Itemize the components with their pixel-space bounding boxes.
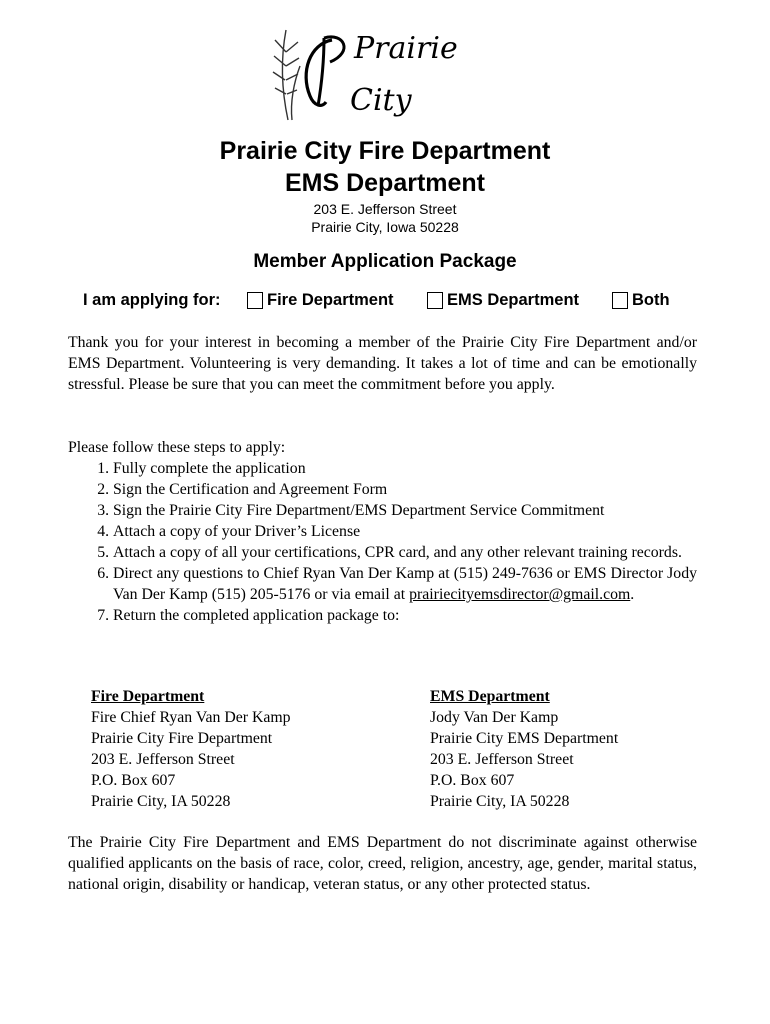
- fire-department-checkbox[interactable]: [247, 292, 263, 309]
- address-line: Prairie City, IA 50228: [91, 793, 231, 810]
- list-item: [113, 563, 697, 605]
- address-line: Prairie City EMS Department: [430, 730, 619, 747]
- svg-text:Prairie: Prairie: [354, 31, 458, 66]
- fire-department-address: [91, 686, 291, 812]
- ems-department-option-label: EMS Department: [447, 291, 580, 309]
- header-address-street: 203 E. Jefferson Street: [313, 201, 457, 217]
- list-item: 4. Attach a copy of your Driver’s License: [113, 521, 697, 542]
- list-item: 5. Attach a copy of all your certifications, CPR card, and any other relevant training records.: [113, 542, 697, 563]
- prairie-city-logo: [270, 22, 460, 126]
- package-title: Member Application Package: [253, 251, 517, 272]
- list-item: 2. Sign the Certification and Agreement Form: [113, 479, 697, 500]
- address-line: 203 E. Jefferson Street: [430, 751, 574, 768]
- steps-list: [68, 458, 697, 626]
- address-line: P.O. Box 607: [430, 772, 515, 789]
- address-line: Prairie City Fire Department: [91, 730, 273, 747]
- non-discrimination-statement: The Prairie City Fire Department and EMS Department do not discriminate against otherwise qualified applicants on the basis of race, color, creed, religion, ancestry, age, gender, marital status, national origin, disability or handicap, veteran status, or any other protected status.: [68, 834, 697, 893]
- list-item: 7. Return the completed application package to:: [113, 605, 697, 626]
- page-subtitle: EMS Department: [284, 169, 486, 197]
- list-item: 1. Fully complete the application: [113, 458, 697, 479]
- ems-department-address: [430, 686, 618, 812]
- option-ems-department[interactable]: [427, 289, 579, 311]
- fire-address-heading: Fire Department: [91, 688, 205, 705]
- intro-paragraph: Thank you for your interest in becoming a member of the Prairie City Fire Department and/or EMS Department. Volunteering is very demanding. It takes a lot of time and can be emotionally stressful. Please be sure that you can meet the commitment before you apply.: [68, 334, 697, 393]
- page-title: Prairie City Fire Department: [219, 137, 551, 165]
- fire-department-option-label: Fire Department: [267, 291, 394, 309]
- svg-text:City: City: [350, 83, 412, 118]
- applying-for-label: I am applying for:: [83, 291, 221, 309]
- address-line: 203 E. Jefferson Street: [91, 751, 235, 768]
- address-line: P.O. Box 607: [91, 772, 176, 789]
- address-line: Prairie City, IA 50228: [430, 793, 570, 810]
- ems-address-heading: EMS Department: [430, 688, 550, 705]
- steps-intro: Please follow these steps to apply:: [68, 439, 286, 456]
- option-both[interactable]: [612, 289, 670, 311]
- step-6-text: Direct any questions to Chief Ryan Van Der Kamp at (515) 249-7636 or EMS Director Jody Van Der Kamp (515) 205-5176 or via email at: [113, 565, 697, 603]
- option-fire-department[interactable]: [247, 289, 394, 311]
- address-line: Fire Chief Ryan Van Der Kamp: [91, 709, 291, 726]
- list-item: 3. Sign the Prairie City Fire Department/EMS Department Service Commitment: [113, 500, 697, 521]
- header-address-city: Prairie City, Iowa 50228: [311, 219, 459, 235]
- email-link[interactable]: prairiecityemsdirector@gmail.com: [409, 586, 631, 603]
- both-checkbox[interactable]: [612, 292, 628, 309]
- ems-department-checkbox[interactable]: [427, 292, 443, 309]
- address-line: Jody Van Der Kamp: [430, 709, 559, 726]
- email-suffix: .: [630, 586, 635, 603]
- both-option-label: Both: [632, 291, 670, 309]
